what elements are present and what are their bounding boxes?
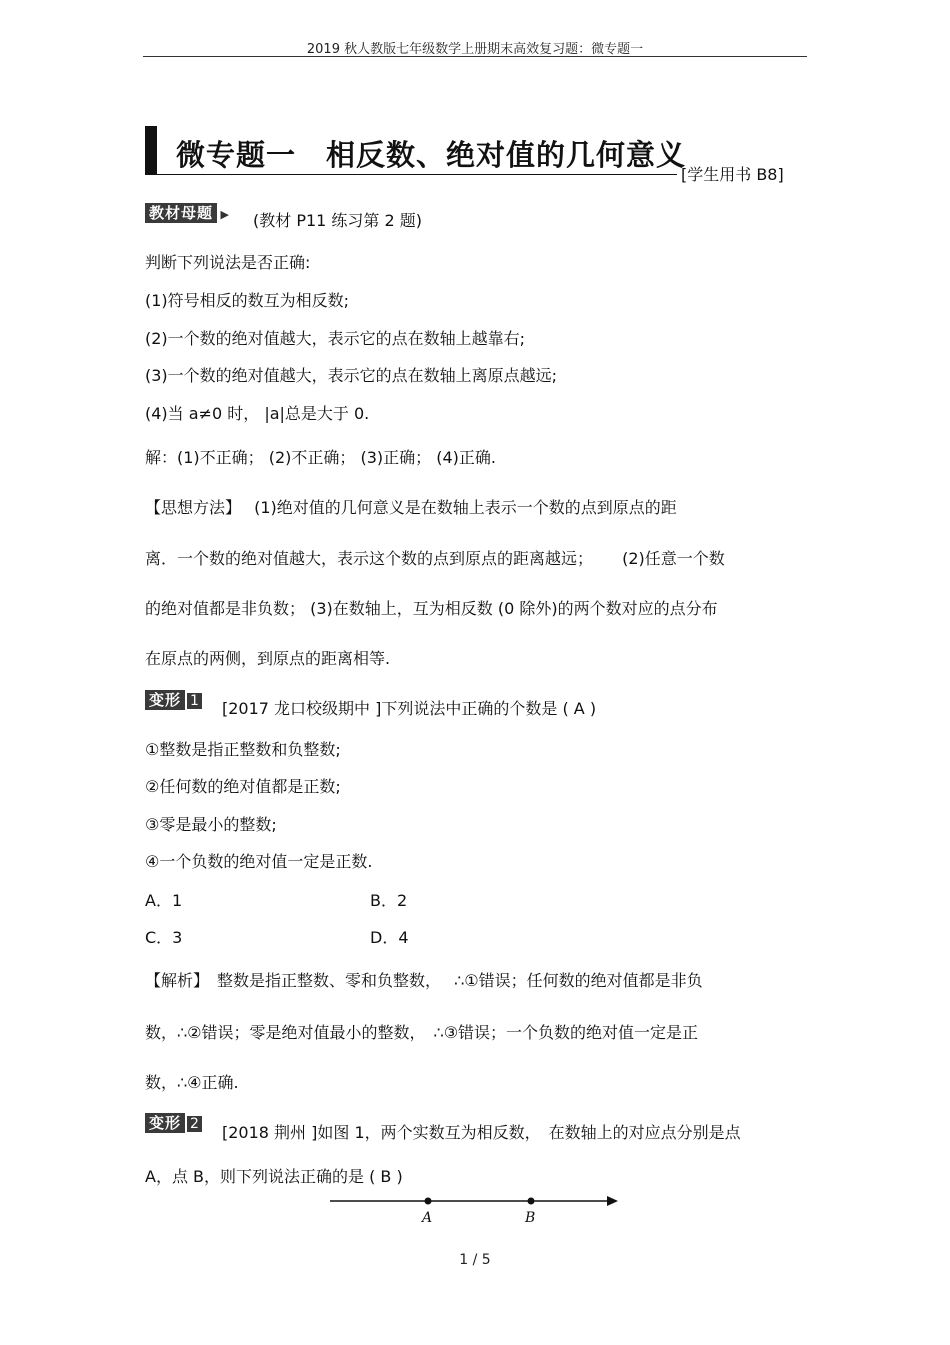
variant2-tag: 变形 xyxy=(145,1113,185,1133)
point-a xyxy=(425,1198,432,1205)
mother-answer: 解：(1)不正确； (2)不正确； (3)正确； (4)正确. xyxy=(145,448,497,467)
mother-problem-tag-wrap xyxy=(145,203,229,222)
mother-line: 判断下列说法是否正确: xyxy=(145,253,311,272)
method-line: 【思想方法】 (1)绝对值的几何意义是在数轴上表示一个数的点到原点的距 xyxy=(145,498,677,517)
analysis-line: 【解析】 整数是指正整数、零和负整数， ∴①错误；任何数的绝对值都是非负 xyxy=(145,971,703,990)
option-b: B．2 xyxy=(370,891,408,910)
mother-line: (4)当 a≠0 时， |a|总是大于 0. xyxy=(145,404,370,423)
variant1-tag: 变形 xyxy=(145,690,185,710)
page-number: 1 / 5 xyxy=(459,1252,491,1268)
analysis-line: 数，∴④正确. xyxy=(145,1073,239,1092)
title-bar-marker xyxy=(145,126,157,174)
mother-line: (2)一个数的绝对值越大，表示它的点在数轴上越靠右; xyxy=(145,329,526,348)
student-book-ref: [学生用书 B8] xyxy=(681,165,784,184)
point-a-label: A xyxy=(422,1210,433,1226)
mother-line: (3)一个数的绝对值越大，表示它的点在数轴上离原点越远; xyxy=(145,366,558,385)
method-line: 离．一个数的绝对值越大，表示这个数的点到原点的距离越远； (2)任意一个数 xyxy=(145,549,725,568)
variant2-number: 2 xyxy=(187,1116,202,1132)
variant1-tag-wrap xyxy=(145,690,202,709)
title-underline xyxy=(145,174,677,175)
header-rule xyxy=(143,56,807,57)
variant2-tag-wrap xyxy=(145,1113,202,1132)
variant1-number: 1 xyxy=(187,693,202,709)
variant1-item: ②任何数的绝对值都是正数; xyxy=(145,777,341,796)
mother-source: (教材 P11 练习第 2 题) xyxy=(253,211,423,230)
variant2-stem: [2018 荆州 ]如图 1，两个实数互为相反数， 在数轴上的对应点分别是点 xyxy=(222,1123,741,1142)
variant1-item: ④一个负数的绝对值一定是正数. xyxy=(145,852,373,871)
section-title: 微专题一 相反数、绝对值的几何意义 xyxy=(176,138,687,172)
mother-problem-tag: 教材母题 xyxy=(145,203,217,223)
point-b xyxy=(528,1198,535,1205)
number-line-figure xyxy=(325,1190,625,1230)
method-line: 在原点的两侧，到原点的距离相等. xyxy=(145,649,391,668)
analysis-line: 数，∴②错误；零是绝对值最小的整数， ∴③错误；一个负数的绝对值一定是正 xyxy=(145,1023,699,1042)
variant2-stem: A，点 B，则下列说法正确的是 ( B ) xyxy=(145,1167,403,1186)
point-b-label: B xyxy=(525,1210,536,1226)
variant1-item: ①整数是指正整数和负整数; xyxy=(145,740,341,759)
variant1-item: ③零是最小的整数; xyxy=(145,815,277,834)
option-d: D．4 xyxy=(370,928,409,947)
mother-line: (1)符号相反的数互为相反数; xyxy=(145,291,350,310)
axis-arrow-icon xyxy=(607,1196,618,1206)
variant1-stem: [2017 龙口校级期中 ]下列说法中正确的个数是 ( A ) xyxy=(222,699,597,718)
running-header: 2019 秋人教版七年级数学上册期末高效复习题：微专题一 xyxy=(306,42,644,57)
option-c: C．3 xyxy=(145,928,183,947)
option-a: A．1 xyxy=(145,891,183,910)
method-line: 的绝对值都是非负数； (3)在数轴上，互为相反数 (0 除外)的两个数对应的点分布 xyxy=(145,599,718,618)
play-arrow-icon: ▶ xyxy=(217,208,229,221)
